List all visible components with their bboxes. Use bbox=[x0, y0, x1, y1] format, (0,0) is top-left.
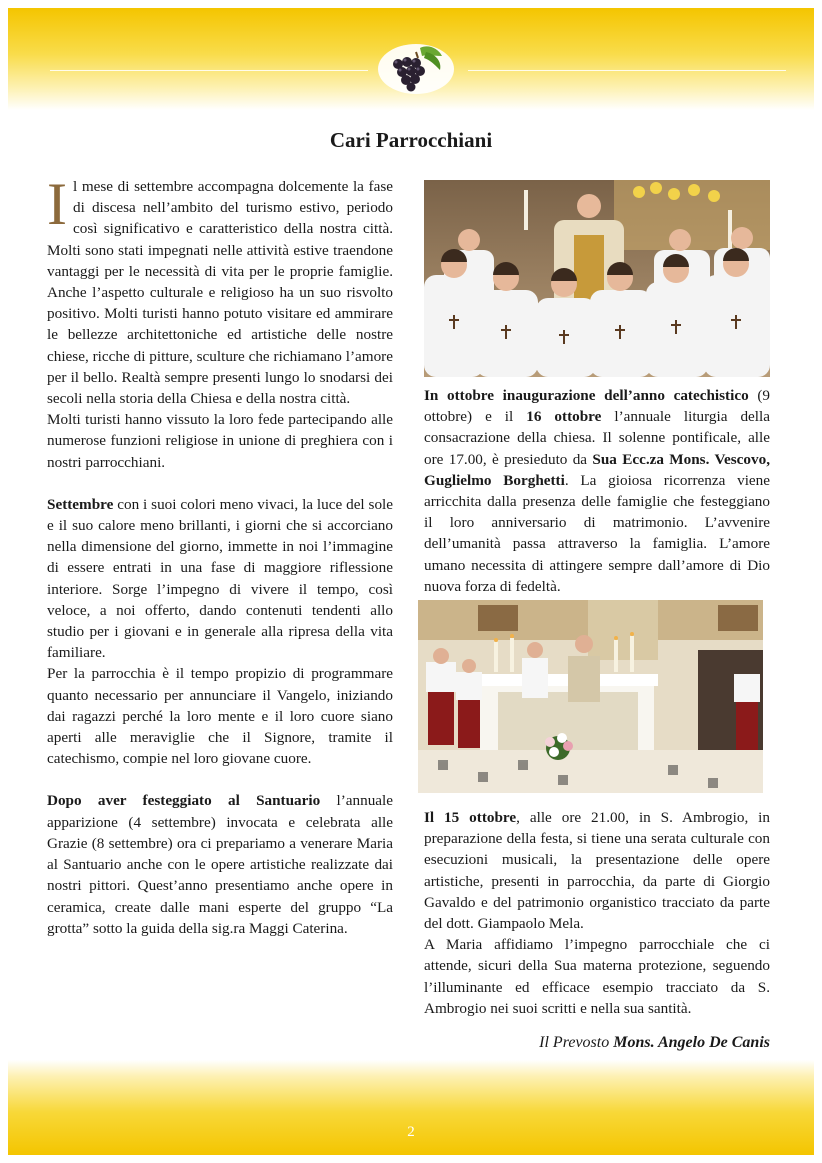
header-band bbox=[8, 8, 814, 110]
page-title: Cari Parrocchiani bbox=[329, 128, 493, 152]
catechism-photo bbox=[424, 180, 770, 377]
sanctuary-paragraph: Dopo aver festeggiato al Santuario l’annuale apparizione (4 settembre) invocata e celebrata alle Grazie (8 settembre) ora ci prepariamo a venerare Maria al Santuario anche con le opere artistiche realizzate dai nostri pittori. Quest’anno presentiamo anche opere in ceramica, create dalle mani esperte del gruppo “La grotta” sotto la guida della sig.ra Maggi Caterina. bbox=[47, 792, 393, 937]
signature-name: Mons. Angelo De Canis bbox=[613, 1034, 770, 1051]
header-rule-left bbox=[50, 70, 368, 71]
parish-paragraph: Per la parrocchia è il tempo propizio di programmare quanto necessario per annunciare il Vangelo, iniziando dai ragazzi perché la loro mente e il loro cuore siano aperti alle meraviglie che il Signore, tramite il catechismo, compie nel loro giovane cuore. bbox=[47, 665, 393, 768]
altar-photo bbox=[418, 600, 763, 793]
intro-paragraph bbox=[47, 171, 393, 409]
grapes-icon bbox=[376, 42, 456, 96]
catechism-lead: In ottobre inaugurazione dell’anno catechistico bbox=[424, 387, 749, 404]
left-column bbox=[47, 171, 393, 939]
intro-text: l mese di settembre accompagna dolcemente la fase di discesa nell’ambito del turismo estivo, periodo così significativo e caratteristico della nostra città. Molti sono stati impegnati nelle attività estive traendone vantaggi per le necessità di vita per le proprie famiglie. Anche l’aspetto culturale e religioso ha un suo risvolto positivo. Molti turisti hanno potuto visitare ed ammirare le bellezze architettoniche ed artistiche delle nostre chiese, ricche di pitture, sculture che richiamano l’amore per il bello. Realtà sempre presenti lungo lo snodarsi dei secoli nella storia della Chiesa e della nostra città. bbox=[47, 178, 393, 408]
october-15-text: Il 15 ottobre, alle ore 21.00, in S. Ambrogio, in preparazione della festa, si tiene una serata culturale con esecuzioni musicali, la presentazione delle opere artistiche, presenti in parrocchia, da parte di Giorgio Gavaldo e del patrimonio organistico tracciato da parte del dott. Giampaolo Mela. A Maria affidiamo l’impegno parrocchiale che ci attende, sicuri della Sua materna protezione, seguendo l’illuminante ed efficace esempio tracciato da S. Ambrogio nei suoi scritti e nella sua santità. bbox=[424, 807, 770, 1019]
closing-paragraph: A Maria affidiamo l’impegno parrocchiale che ci attende, sicuri della Sua materna protezione, seguendo l’illuminante ed efficace esempio tracciato da S. Ambrogio nei suoi scritti e nella sua santità. bbox=[424, 936, 770, 1017]
tourists-paragraph: Molti turisti hanno vissuto la loro fede partecipando alle numerose funzioni religiose in unione di preghiera con i nostri parrocchiani. bbox=[47, 411, 393, 471]
september-lead: Settembre bbox=[47, 495, 114, 513]
october-catechism-text: In ottobre inaugurazione dell’anno catechistico (9 ottobre) e il 16 ottobre l’annuale liturgia della consacrazione della chiesa. Il solenne pontificale, alle ore 17.00, è presieduto da Sua Ecc.za Mons. Vescovo, Guglielmo Borghetti. La gioiosa ricorrenza viene arricchita dalla presenza delle famiglie che festeggiano il loro anniversario di matrimonio. L’avvenire dell’umanità passa attraverso la famiglia. L’amore umano necessita di attingere sempre dall’amore di Dio nuova forza di fedeltà. bbox=[424, 387, 770, 595]
header-rule-right bbox=[468, 70, 786, 71]
altar-photo-illustration bbox=[418, 600, 763, 793]
catechism-photo-illustration bbox=[424, 180, 770, 377]
signature: Il Prevosto Mons. Angelo De Canis bbox=[539, 1034, 770, 1051]
october-15-lead: Il 15 ottobre bbox=[424, 809, 517, 826]
page-number: 2 bbox=[407, 1124, 415, 1140]
bishop-name: Sua Ecc.za Mons. Vescovo, Guglielmo Borghetti bbox=[424, 450, 770, 489]
drop-cap: I bbox=[47, 171, 67, 237]
sanctuary-lead: Dopo aver festeggiato al Santuario bbox=[47, 792, 321, 810]
september-paragraph: Settembre con i suoi colori meno vivaci, la luce del sole e il suo calore meno brillanti, i giorni che si accorciano nella dimensione del giorno, immette in noi l’immagine di essere entrati in una fase di maggiore riflessione interiore. Sorge l’impegno di vivere il tempo, così veloce, a noi offerto, dando contenuti tendenti allo studio per i giovani e in generale alla ripresa della vita familiare. bbox=[47, 495, 393, 662]
